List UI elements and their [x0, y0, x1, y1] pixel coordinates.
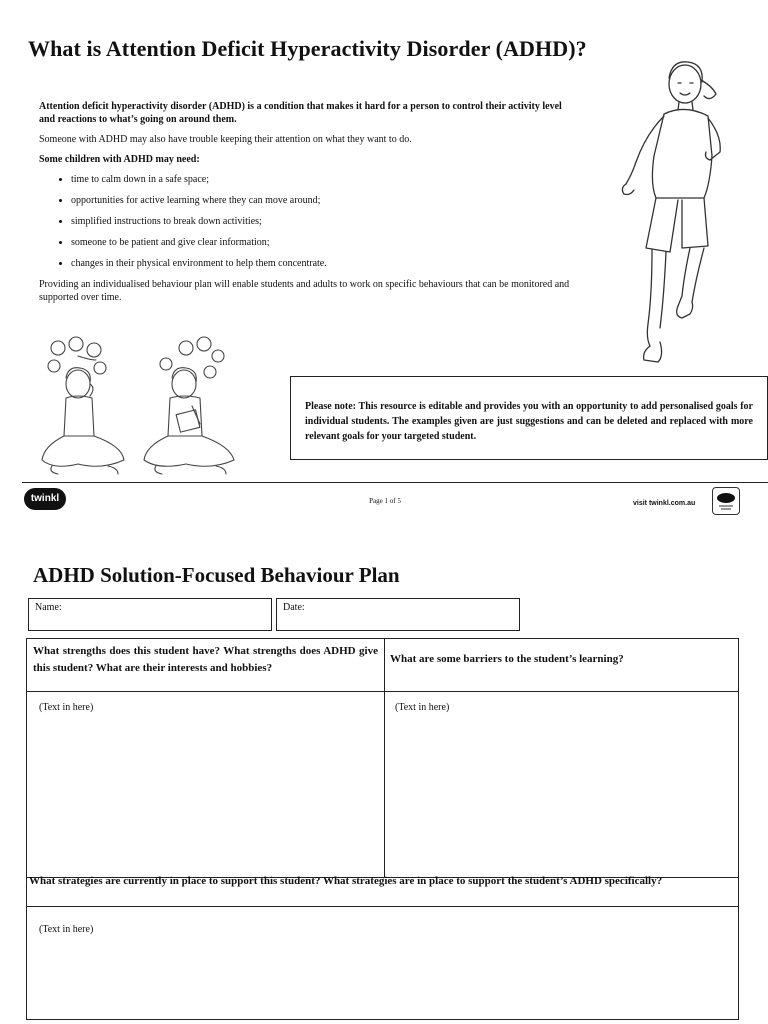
twinkl-badge	[712, 487, 740, 515]
note-box	[290, 376, 768, 460]
footer-divider	[22, 482, 768, 483]
list-item: • time to calm down in a safe space;	[71, 173, 574, 186]
strategies-answer[interactable]: (Text in here)	[39, 924, 94, 935]
barriers-question: What are some barriers to the student’s learning?	[390, 653, 624, 665]
closing-text: Providing an individualised behaviour plan will enable students and adults to work on specific behaviours that can be monitored and supported over time.	[39, 279, 570, 303]
strategies-question: What strategies are currently in place to support this student? What strategies are in place to support the student’s ADHD specifically?	[29, 875, 663, 887]
thinking-girl-illustration	[38, 336, 134, 478]
note-text: Please note: This resource is editable and provides you with an opportunity to add personalised goals for individual students. The examples given are just suggestions and can be deleted and replaced with more relevant goals for your targeted student.	[305, 401, 753, 442]
list-item: • opportunities for active learning where they can move around;	[71, 194, 574, 207]
visit-link[interactable]: visit twinkl.com.au	[633, 500, 696, 507]
list-item: • changes in their physical environment to help them concentrate.	[71, 257, 574, 270]
barriers-answer[interactable]: (Text in here)	[395, 702, 450, 713]
date-label: Date:	[283, 602, 305, 613]
strengths-answer[interactable]: (Text in here)	[39, 702, 94, 713]
writing-girl-illustration	[140, 336, 240, 478]
name-field[interactable]	[28, 598, 272, 631]
date-field[interactable]	[276, 598, 520, 631]
twinkl-logo[interactable]: twinkl	[24, 488, 66, 510]
strengths-question: What strengths does this student have? What strengths does ADHD give this student? What are their interests and hobbies?	[33, 645, 378, 674]
plan-title: ADHD Solution-Focused Behaviour Plan	[33, 563, 400, 587]
needs-heading: Some children with ADHD may need:	[39, 154, 200, 165]
table-divider	[26, 691, 739, 692]
page-title: What is Attention Deficit Hyperactivity Disorder (ADHD)?	[28, 36, 587, 61]
intro-definition: Attention deficit hyperactivity disorder (ADHD) is a condition that makes it hard for a person to control their activity level and reactions to what’s going on around them.	[39, 101, 562, 125]
needs-list	[39, 173, 574, 270]
plan-table	[26, 638, 739, 1020]
table-divider-vertical	[384, 638, 385, 877]
twinkl-badge-icon	[713, 488, 739, 514]
list-item: • simplified instructions to break down activities;	[71, 215, 574, 228]
intro-attention-text: Someone with ADHD may also have trouble keeping their attention on what they want to do.	[39, 134, 412, 145]
list-item: • someone to be patient and give clear information;	[71, 236, 574, 249]
intro-section	[39, 100, 574, 311]
page-number: Page 1 of 5	[369, 497, 401, 505]
running-girl-illustration	[612, 56, 742, 372]
name-label: Name:	[35, 602, 62, 613]
table-divider	[26, 906, 739, 907]
